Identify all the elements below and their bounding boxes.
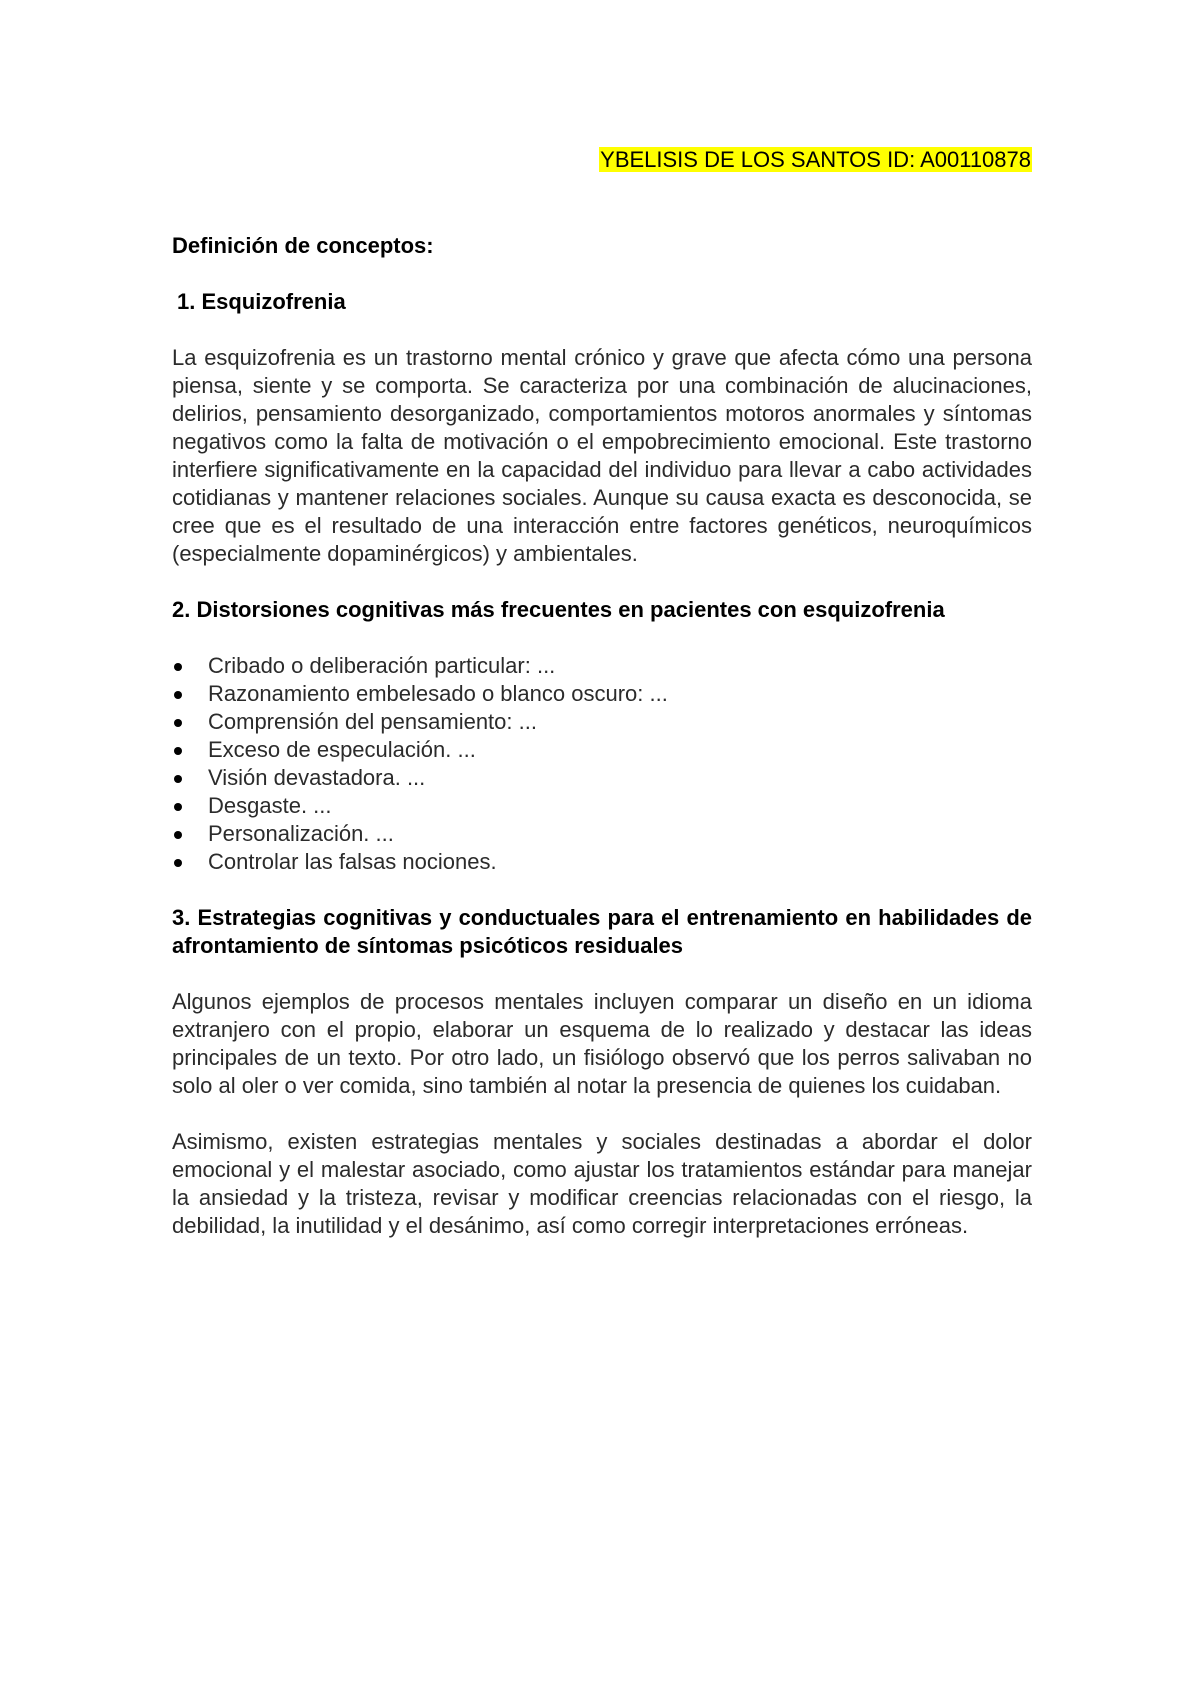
- bullet-icon: [174, 747, 182, 755]
- list-item-text: Cribado o deliberación particular: ...: [208, 653, 556, 678]
- list-item-text: Personalización. ...: [208, 821, 394, 846]
- bullet-icon: [174, 831, 182, 839]
- list-item: [172, 792, 1032, 820]
- heading-estrategias: 3. Estrategias cognitivas y conductuales para el entrenamiento en habilidades de afrontamiento de síntomas psicóticos residuales: [172, 905, 1032, 958]
- bullet-icon: [174, 691, 182, 699]
- list-item-text: Exceso de especulación. ...: [208, 737, 476, 762]
- list-item-text: Controlar las falsas nociones.: [208, 849, 497, 874]
- section-title: Definición de conceptos:: [172, 233, 434, 258]
- list-item-text: Desgaste. ...: [208, 793, 332, 818]
- list-item: [172, 764, 1032, 792]
- list-item-text: Comprensión del pensamiento: ...: [208, 709, 537, 734]
- bullet-icon: [174, 775, 182, 783]
- list-item: [172, 708, 1032, 736]
- list-item: [172, 652, 1032, 680]
- author-header: [172, 146, 1032, 174]
- paragraph-estrategias-1: Algunos ejemplos de procesos mentales incluyen comparar un diseño en un idioma extranjero con el propio, elaborar un esquema de lo realizado y destacar las ideas principales de un texto. Por otro lado, un fisiólogo observó que los perros salivaban no solo al oler o ver comida, sino también al notar la presencia de quienes los cuidaban.: [172, 989, 1032, 1098]
- document-body: [172, 146, 1032, 1268]
- bullet-icon: [174, 719, 182, 727]
- bullet-icon: [174, 803, 182, 811]
- author-id-highlight: YBELISIS DE LOS SANTOS ID: A00110878: [600, 147, 1031, 172]
- list-item-text: Razonamiento embelesado o blanco oscuro: ...: [208, 681, 668, 706]
- list-item: [172, 680, 1032, 708]
- paragraph-esquizofrenia: La esquizofrenia es un trastorno mental crónico y grave que afecta cómo una persona piensa, siente y se comporta. Se caracteriza por una combinación de alucinaciones, delirios, pensamiento desorganizado, comportamientos motoros anormales y síntomas negativos como la falta de motivación o el empobrecimiento emocional. Este trastorno interfiere significativamente en la capacidad del individuo para llevar a cabo actividades cotidianas y mantener relaciones sociales. Aunque su causa exacta es desconocida, se cree que es el resultado de una interacción entre factores genéticos, neuroquímicos (especialmente dopaminérgicos) y ambientales.: [172, 345, 1032, 566]
- bullet-icon: [174, 663, 182, 671]
- heading-distorsiones: 2. Distorsiones cognitivas más frecuentes en pacientes con esquizofrenia: [172, 597, 945, 622]
- paragraph-estrategias-2: Asimismo, existen estrategias mentales y sociales destinadas a abordar el dolor emocional y el malestar asociado, como ajustar los tratamientos estándar para manejar la ansiedad y la tristeza, revisar y modificar creencias relacionadas con el riesgo, la debilidad, la inutilidad y el desánimo, así como corregir interpretaciones erróneas.: [172, 1129, 1032, 1238]
- list-item: [172, 820, 1032, 848]
- list-item: [172, 736, 1032, 764]
- heading-esquizofrenia: 1. Esquizofrenia: [177, 289, 346, 314]
- bullet-icon: [174, 859, 182, 867]
- distorsiones-list: [172, 652, 1032, 876]
- list-item: [172, 848, 1032, 876]
- list-item-text: Visión devastadora. ...: [208, 765, 426, 790]
